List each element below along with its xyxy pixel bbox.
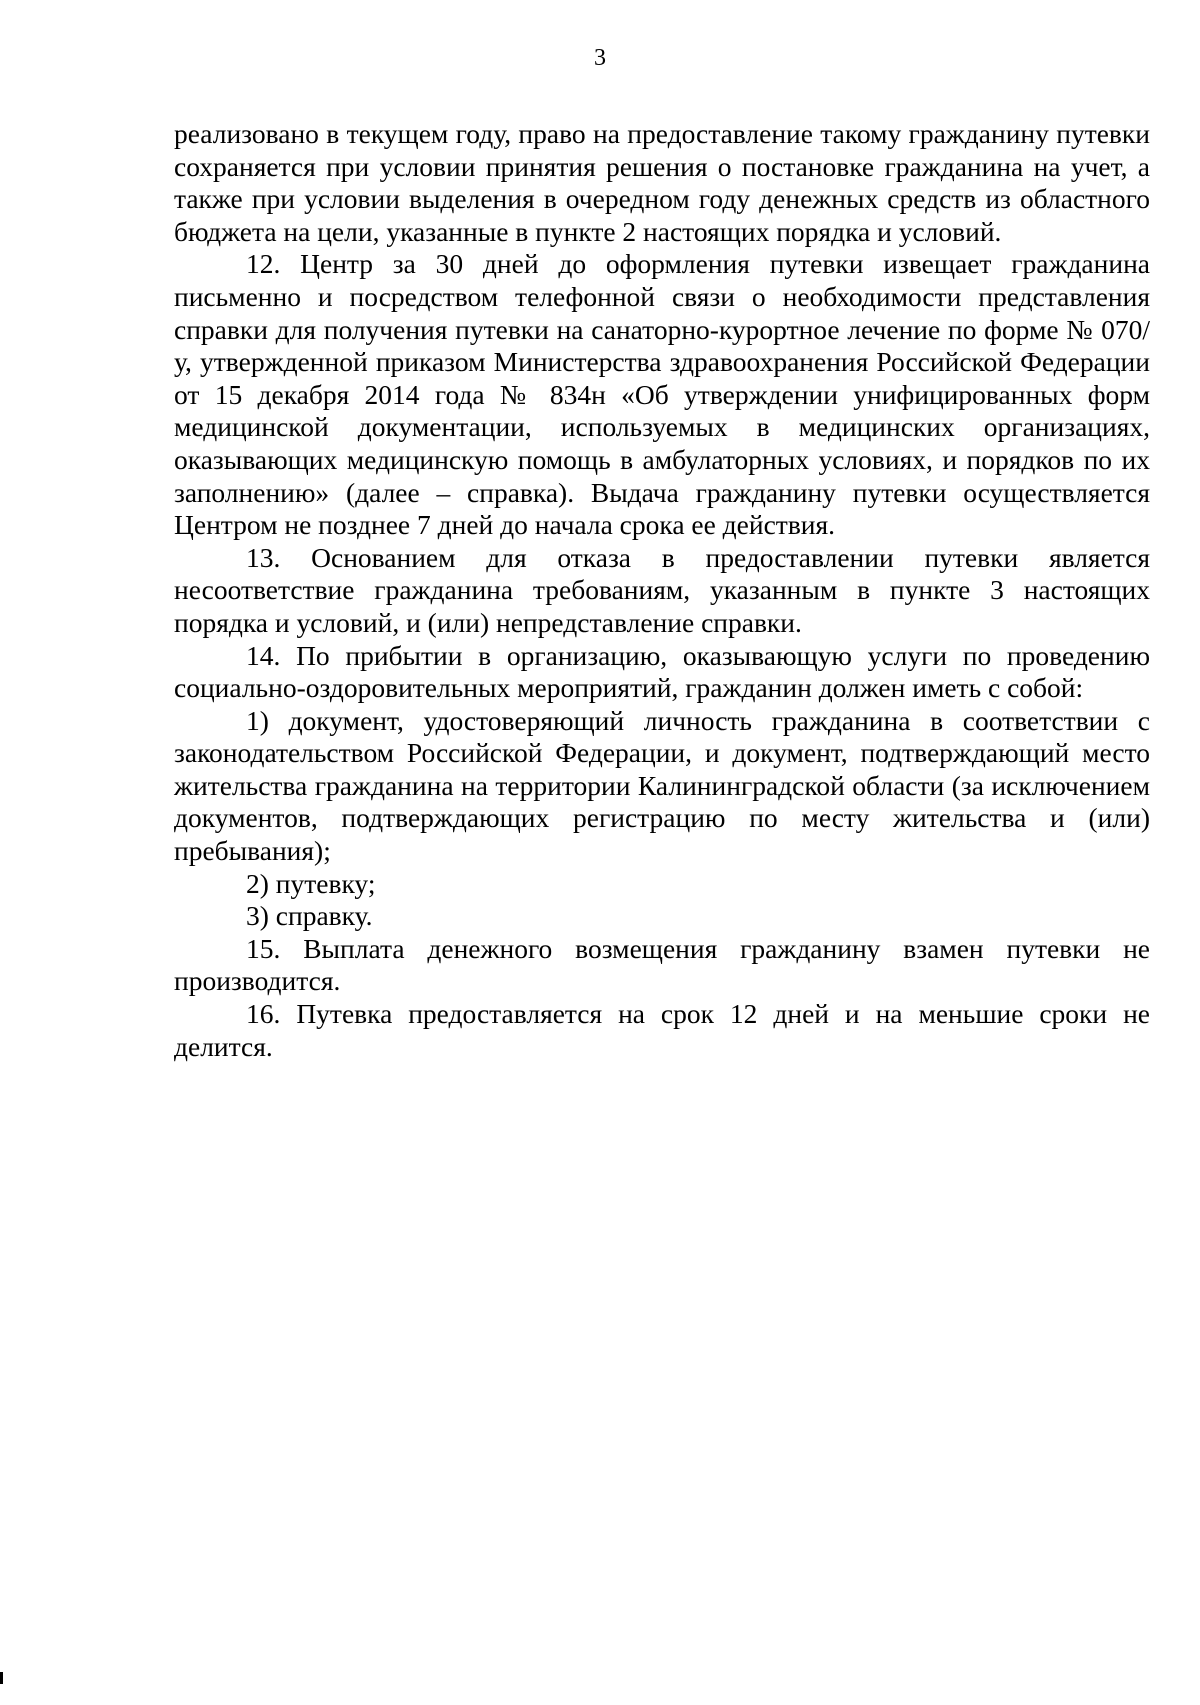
- paragraph-subitem-1: 1) документ, удостоверяющий личность гражданина в соответствии с законодательством Российской Федерации, и документ, подтверждающий место жительства гражданина на территории Калининградской области (за исключением документов, подтверждающих регистрацию по месту жительства и (или) пребывания);: [174, 704, 1150, 867]
- document-body: [174, 118, 1150, 1063]
- paragraph-item-16: 16. Путевка предоставляется на срок 12 дней и на меньшие сроки не делится.: [174, 998, 1150, 1062]
- paragraph-subitem-3: 3) справку.: [246, 900, 373, 932]
- paragraph-item-12: 12. Центр за 30 дней до оформления путевки извещает гражданина письменно и посредством телефонной связи о необходимости представления справки для получения путевки на санаторно-курортное лечение по форме № 070/у, утвержденной приказом Министерства здравоохранения Российской Федерации от 15 декабря 2014 года № 834н «Об утверждении унифицированных форм медицинской документации, используемых в медицинских организациях, оказывающих медицинскую помощь в амбулаторных условиях, и порядков по их заполнению» (далее – справка). Выдача гражданину путевки осуществляется Центром не позднее 7 дней до начала срока ее действия.: [174, 248, 1150, 541]
- paragraph-subitem-2: 2) путевку;: [246, 867, 376, 899]
- scan-edge-mark: [0, 1672, 3, 1684]
- paragraph-item-13: 13. Основанием для отказа в предоставлении путевки является несоответствие гражданина требованиям, указанным в пункте 3 настоящих порядка и условий, и (или) непредставление справки.: [174, 541, 1150, 638]
- page-number: 3: [594, 45, 606, 71]
- paragraph-item-14: 14. По прибытии в организацию, оказывающую услуги по проведению социально-оздоровительных мероприятий, гражданин должен иметь с собой:: [174, 639, 1150, 704]
- paragraph-continuation: реализовано в текущем году, право на предоставление такому гражданину путевки сохраняется при условии принятия решения о постановке гражданина на учет, а также при условии выделения в очередном году денежных средств из областного бюджета на цели, указанные в пункте 2 настоящих порядка и условий.: [174, 118, 1150, 247]
- paragraph-item-15: 15. Выплата денежного возмещения гражданину взамен путевки не производится.: [174, 932, 1150, 997]
